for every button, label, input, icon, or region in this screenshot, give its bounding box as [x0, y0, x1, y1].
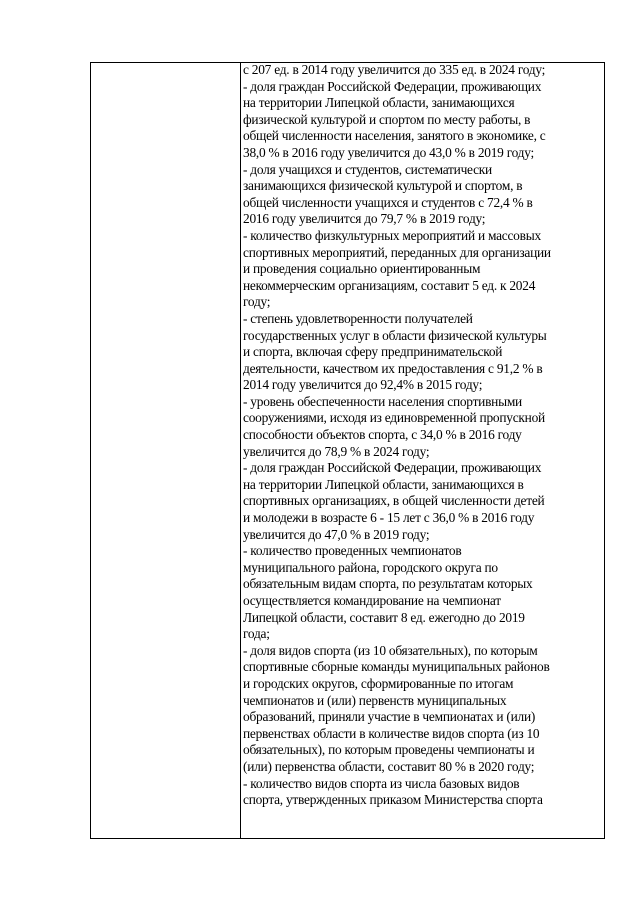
- text-line: некоммерческим организациям, составит 5 ед. к 2024: [243, 277, 536, 293]
- text-line: 38,0 % в 2016 году увеличится до 43,0 % в 2019 году;: [243, 144, 534, 160]
- text-line: увеличится до 78,9 % в 2024 году;: [243, 443, 430, 459]
- table-right-cell: [243, 62, 605, 837]
- text-line: обязательным видам спорта, по результатам которых: [243, 576, 533, 592]
- text-line: - степень удовлетворенности получателей: [243, 310, 473, 326]
- text-line: физической культурой и спортом по месту работы, в: [243, 111, 531, 127]
- text-line: общей численности учащихся и студентов с 72,4 % в: [243, 194, 533, 210]
- text-line: - доля видов спорта (из 10 обязательных), по которым: [243, 642, 538, 658]
- text-line: и проведения социально ориентированным: [243, 261, 481, 277]
- text-line: осуществляется командирование на чемпионат: [243, 593, 501, 608]
- table-column-divider: [240, 63, 241, 838]
- text-line: и спорта, включая сферу предпринимательской: [243, 344, 503, 360]
- text-line: образований, приняли участие в чемпионатах и (или): [243, 709, 536, 725]
- text-line: спортивные сборные команды муниципальных районов: [243, 659, 550, 675]
- text-line: Липецкой области, составит 8 ед. ежегодно до 2019: [243, 609, 525, 625]
- text-line: (или) первенства области, составит 80 % в 2020 году;: [243, 758, 535, 774]
- text-line: на территории Липецкой области, занимающихся: [243, 95, 515, 111]
- text-line: - доля граждан Российской Федерации, проживающих: [243, 460, 542, 476]
- text-line: первенствах области в количестве видов спорта (из 10: [243, 725, 540, 741]
- text-line: спортивных организациях, в общей численности детей: [243, 493, 545, 509]
- text-line: года;: [243, 626, 270, 642]
- text-line: - количество проведенных чемпионатов: [243, 543, 462, 559]
- text-line: спортивных мероприятий, переданных для организации: [243, 244, 551, 260]
- table-left-cell: [91, 63, 240, 838]
- text-line: общей численности населения, занятого в экономике, с: [243, 128, 546, 144]
- text-line: деятельности, качеством их предоставления с 91,2 % в: [243, 360, 543, 376]
- text-line: сооружениями, исходя из единовременной пропускной: [243, 410, 545, 426]
- text-line: с 207 ед. в 2014 году увеличится до 335 ед. в 2024 году;: [243, 62, 546, 77]
- text-line: - доля граждан Российской Федерации, проживающих: [243, 78, 542, 94]
- text-line: обязательных), по которым проведены чемпионаты и: [243, 742, 535, 758]
- document-table: [90, 62, 605, 839]
- text-line: и молодежи в возрасте 6 - 15 лет с 36,0 % в 2016 году: [243, 510, 535, 526]
- text-line: 2014 году увеличится до 92,4% в 2015 году;: [243, 377, 483, 393]
- text-line: муниципального района, городского округа по: [243, 559, 498, 575]
- text-line: на территории Липецкой области, занимающихся в: [243, 476, 524, 492]
- text-line: чемпионатов и (или) первенств муниципальных: [243, 692, 507, 708]
- text-line: - уровень обеспеченности населения спортивными: [243, 393, 522, 409]
- text-line: государственных услуг в области физической культуры: [243, 327, 547, 343]
- text-line: занимающихся физической культурой и спортом, в: [243, 178, 523, 194]
- text-line: спорта, утвержденных приказом Министерства спорта: [243, 792, 543, 808]
- text-line: увеличится до 47,0 % в 2019 году;: [243, 526, 430, 542]
- text-line: и городских округов, сформированные по итогам: [243, 675, 514, 691]
- text-line: - доля учащихся и студентов, систематически: [243, 161, 492, 177]
- text-line: 2016 году увеличится до 79,7 % в 2019 году;: [243, 211, 486, 227]
- text-line: способности объектов спорта, с 34,0 % в 2016 году: [243, 427, 522, 443]
- text-line: - количество физкультурных мероприятий и массовых: [243, 227, 541, 243]
- text-line: - количество видов спорта из числа базовых видов: [243, 775, 520, 791]
- text-line: году;: [243, 294, 271, 310]
